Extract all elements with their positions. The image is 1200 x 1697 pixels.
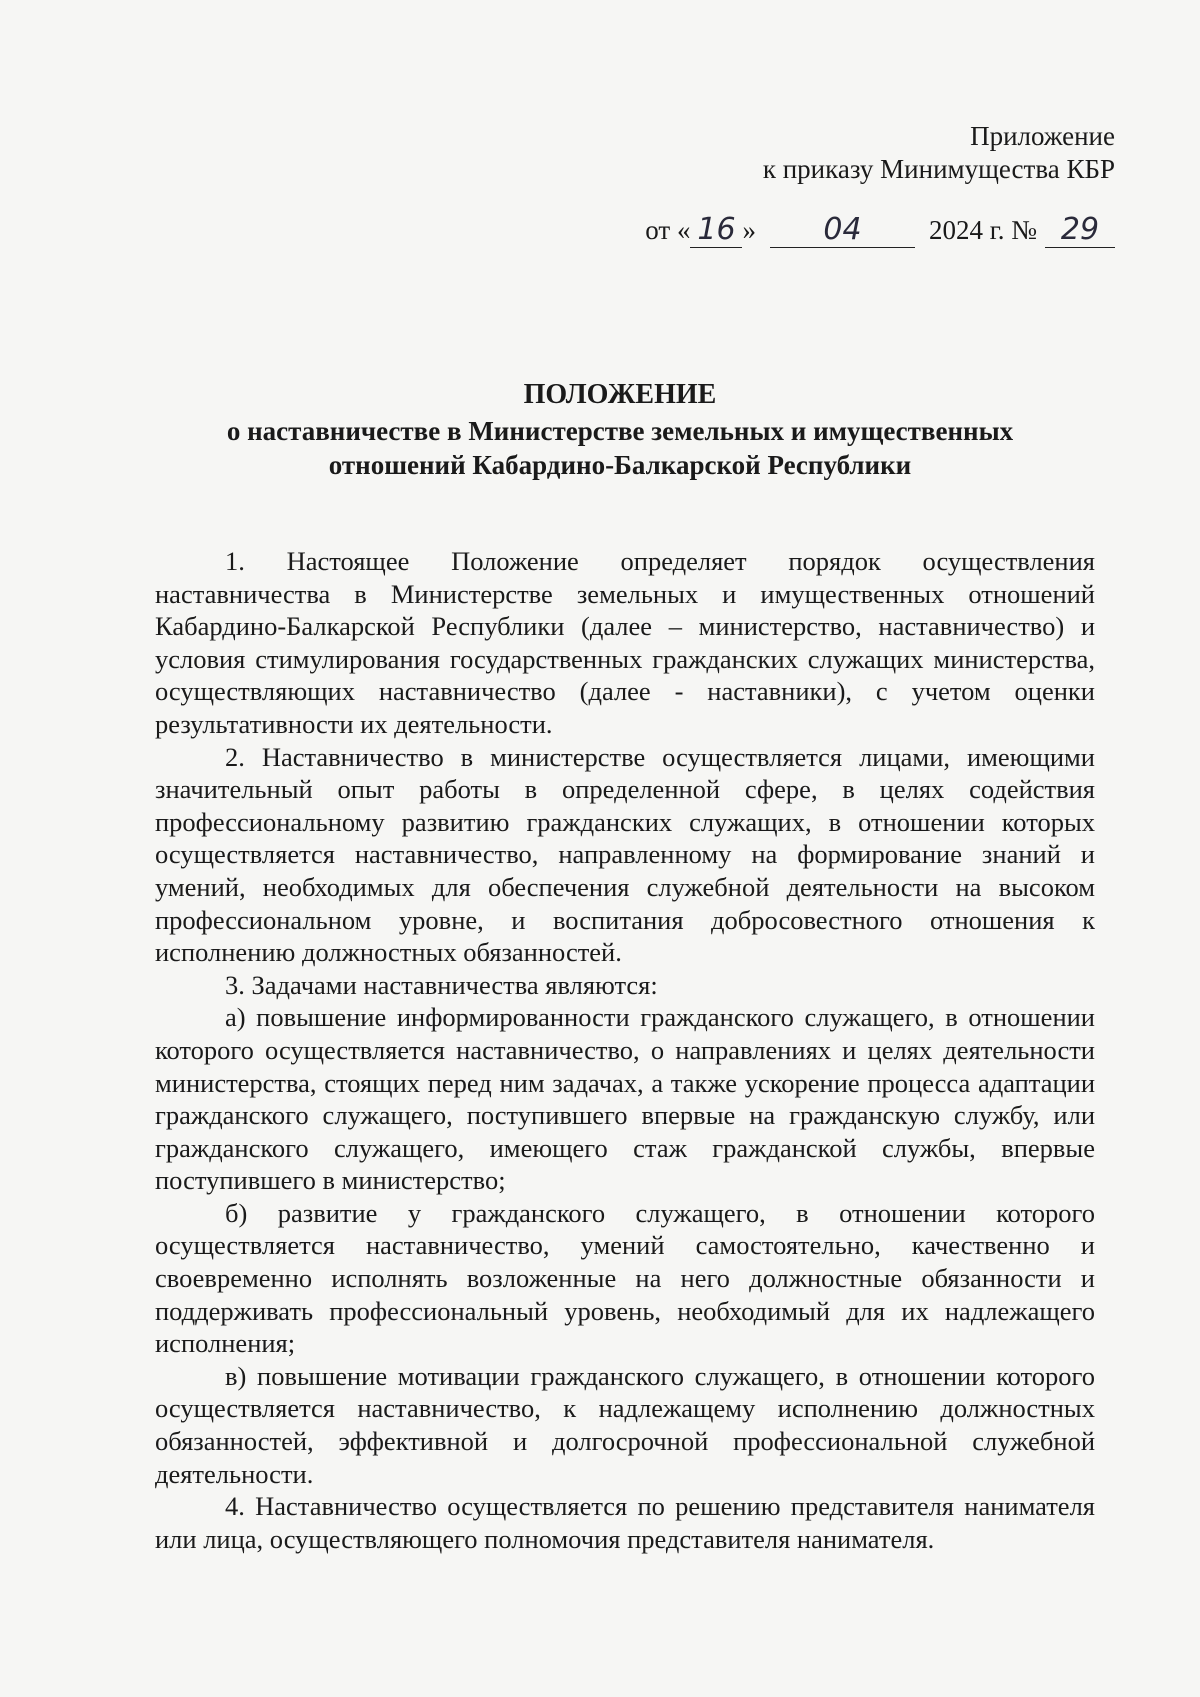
handwritten-day: 16 (697, 212, 736, 247)
order-reference: к приказу Минимущества КБР (762, 154, 1115, 184)
paragraph-3b: б) развитие у гражданского служащего, в отношении которого осуществляется наставничество, умений самостоятельно, качественно и своевременно исполнять возложенные на него должностные обязанности и поддерживать профессиональный уровень, необходимый для их надлежащего исполнения; (155, 1197, 1095, 1359)
appendix-label: Приложение (970, 121, 1115, 151)
title-subheading-1: о наставничестве в Министерстве земельных и имущественных (226, 416, 1014, 446)
handwritten-order-number: 29 (1060, 212, 1100, 247)
date-mid: » (742, 215, 756, 245)
title-heading: ПОЛОЖЕНИЕ (523, 379, 717, 410)
year-text: 2024 г. № (928, 215, 1037, 245)
paragraph-3c: в) повышение мотивации гражданского служащего, в отношении которого осуществляется наставничество, к надлежащему исполнению должностных обязанностей, эффективной и долгосрочной профессиональной служебной деятельности. (155, 1360, 1095, 1489)
paragraph-1: 1. Настоящее Положение определяет порядок осуществления наставничества в Министерстве земельных и имущественных отношений Кабардино-Балкарской Республики (далее – министерство, наставничество) и условия стимулирования государственных гражданских служащих министерства, осуществляющих наставничество (далее - наставники), с учетом оценки результативности их деятельности. (155, 546, 1095, 739)
appendix-header (763, 120, 1115, 186)
paragraph-3a: а) повышение информированности гражданского служащего, в отношении которого осуществляется наставничество, о направлениях и целях деятельности министерства, стоящих перед ним задачах, а также ускорение процесса адаптации гражданского служащего, поступившего впервые на гражданскую службу, или гражданского служащего, имеющего стаж гражданской службы, впервые поступившего в министерство; (155, 1002, 1095, 1196)
paragraph-3: 3. Задачами наставничества являются: (225, 969, 658, 1000)
paragraph-2: 2. Наставничество в министерстве осуществляется лицами, имеющими значительный опыт работы в определенной сфере, в целях содействия профессиональному развитию гражданских служащих, в отношении которых осуществляется наставничество, направленному на формирование знаний и умений, необходимых для обеспечения служебной деятельности на высоком профессиональном уровне, и воспитания добросовестного отношения к исполнению должностных обязанностей. (155, 741, 1095, 968)
handwritten-month: 04 (823, 212, 862, 247)
document-title (160, 378, 1080, 482)
document-body (155, 545, 1095, 1555)
date-prefix: от « (645, 215, 691, 245)
title-subheading-2: отношений Кабардино-Балкарской Республики (328, 450, 912, 480)
order-date-line (645, 212, 1115, 248)
paragraph-4: 4. Наставничество осуществляется по решению представителя нанимателя или лица, осуществляющего полномочия представителя нанимателя. (155, 1491, 1095, 1554)
